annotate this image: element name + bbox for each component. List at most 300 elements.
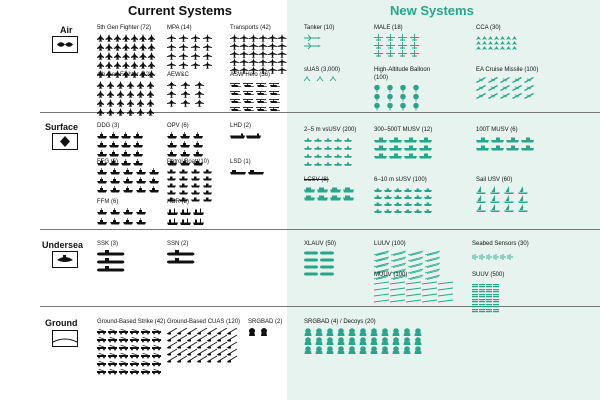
radar-decoy-icon bbox=[382, 337, 389, 345]
luuv-icon bbox=[408, 251, 423, 256]
patrol-boat-icon bbox=[179, 170, 188, 174]
radar-decoy-icon bbox=[360, 346, 367, 354]
luuv-icon bbox=[408, 257, 423, 262]
divider bbox=[40, 306, 600, 307]
radar-decoy-icon bbox=[360, 328, 367, 336]
destroyer-icon bbox=[97, 150, 107, 157]
vsusv-icon bbox=[344, 139, 352, 142]
patrol-aircraft-icon bbox=[179, 61, 188, 69]
launcher-vehicle-icon bbox=[152, 353, 161, 359]
launcher-vehicle-icon bbox=[130, 345, 139, 351]
system-icon-grid bbox=[97, 81, 159, 119]
patrol-boat-icon bbox=[167, 170, 176, 174]
lcsv-icon bbox=[304, 196, 315, 201]
transport-aircraft-icon bbox=[259, 50, 268, 58]
cca-drone-icon bbox=[506, 46, 511, 50]
radar-decoy-icon bbox=[349, 346, 356, 354]
system-icon-grid bbox=[472, 254, 516, 264]
fighter-jet-icon bbox=[106, 52, 113, 60]
musv-icon bbox=[374, 138, 387, 143]
helicopter-icon bbox=[243, 92, 254, 95]
surface-domain-icon bbox=[52, 133, 78, 150]
luuv-icon bbox=[391, 263, 406, 268]
frigate-icon bbox=[136, 177, 146, 184]
cuas-system-icon bbox=[217, 328, 227, 335]
system-cell bbox=[167, 158, 209, 166]
radar-decoy-icon bbox=[404, 328, 411, 336]
cca-drone-icon bbox=[488, 36, 493, 40]
system-cell bbox=[97, 240, 118, 248]
cca-drone-icon bbox=[476, 41, 481, 45]
patrol-aircraft-icon bbox=[203, 34, 212, 42]
susv-icon bbox=[414, 196, 422, 200]
system-label: 300–500T MUSV (12) bbox=[374, 127, 433, 133]
male-drone-icon bbox=[398, 42, 407, 49]
muuv-icon bbox=[390, 300, 405, 302]
lcsv-icon bbox=[330, 196, 341, 201]
system-icon-grid bbox=[476, 136, 538, 154]
domain-label-surface: Surface bbox=[45, 122, 79, 132]
system-label: XLAUV (50) bbox=[304, 241, 337, 247]
cca-drone-icon bbox=[500, 46, 505, 50]
aewc-aircraft-icon bbox=[195, 90, 204, 98]
sail-usv-icon bbox=[518, 195, 528, 203]
radar-decoy-icon bbox=[305, 328, 312, 336]
cuas-system-icon bbox=[187, 356, 197, 363]
cuas-system-icon bbox=[227, 356, 237, 363]
system-cell bbox=[304, 176, 329, 184]
system-icon-grid bbox=[374, 281, 456, 307]
cca-drone-icon bbox=[482, 36, 487, 40]
launcher-vehicle-icon bbox=[141, 369, 150, 375]
helicopter-icon bbox=[243, 100, 254, 103]
fighter-jet-icon bbox=[117, 81, 124, 89]
fighter-jet-icon bbox=[140, 43, 147, 51]
fighter-jet-icon bbox=[117, 99, 124, 107]
patrol-boat-icon bbox=[191, 198, 200, 202]
patrol-aircraft-icon bbox=[167, 43, 176, 51]
cuas-system-icon bbox=[227, 328, 237, 335]
suuv-icon bbox=[493, 289, 499, 292]
submarine-icon bbox=[167, 250, 195, 256]
lcsv-icon bbox=[317, 196, 328, 201]
muuv-icon bbox=[390, 288, 405, 290]
balloon-icon bbox=[400, 94, 406, 102]
transport-aircraft-icon bbox=[249, 34, 258, 42]
susv-icon bbox=[394, 210, 402, 214]
transport-aircraft-icon bbox=[278, 58, 287, 66]
transport-aircraft-icon bbox=[249, 42, 258, 50]
system-icon-grid bbox=[167, 250, 203, 268]
fighter-jet-icon bbox=[97, 99, 104, 107]
system-icon-grid bbox=[304, 34, 326, 52]
system-label: AEW&C bbox=[167, 72, 190, 78]
vsusv-icon bbox=[314, 147, 322, 150]
patrol-vessel-icon bbox=[167, 141, 177, 148]
xlauv-icon bbox=[304, 266, 318, 269]
susv-icon bbox=[424, 189, 432, 193]
cruise-missile-icon bbox=[488, 93, 498, 99]
susv-icon bbox=[384, 189, 392, 193]
radar-decoy-icon bbox=[371, 337, 378, 345]
transport-aircraft-icon bbox=[268, 50, 277, 58]
system-label: High-Altitude Balloon (100) bbox=[374, 67, 431, 81]
suuv-icon bbox=[486, 294, 492, 297]
system-icon-grid bbox=[374, 136, 436, 162]
balloon-icon bbox=[387, 85, 393, 93]
frigate-icon bbox=[110, 168, 120, 175]
submarine-icon bbox=[97, 266, 125, 272]
system-cell bbox=[374, 66, 444, 82]
cuas-system-icon bbox=[167, 356, 177, 363]
system-label: LHD (2) bbox=[230, 123, 252, 129]
aewc-aircraft-icon bbox=[167, 90, 176, 98]
fighter-jet-icon bbox=[137, 108, 144, 116]
cca-drone-icon bbox=[512, 36, 517, 40]
system-label: Patrol Boat (10) bbox=[167, 159, 210, 165]
system-label: sUAS (3,000) bbox=[304, 67, 341, 73]
radar-decoy-icon bbox=[349, 337, 356, 345]
muuv-icon bbox=[390, 294, 405, 296]
suuv-icon bbox=[486, 299, 492, 302]
fighter-jet-icon bbox=[114, 34, 121, 42]
fighter-jet-icon bbox=[114, 52, 121, 60]
fighter-jet-icon bbox=[97, 52, 104, 60]
musv-icon bbox=[419, 146, 432, 151]
radar-decoy-icon bbox=[327, 328, 334, 336]
transport-aircraft-icon bbox=[240, 50, 249, 58]
sail-usv-icon bbox=[518, 186, 528, 194]
xlauv-icon bbox=[320, 273, 334, 276]
fighter-jet-icon bbox=[106, 34, 113, 42]
destroyer-icon bbox=[133, 141, 143, 148]
fighter-jet-icon bbox=[106, 43, 113, 51]
muuv-icon bbox=[406, 300, 421, 302]
cca-drone-icon bbox=[512, 46, 517, 50]
transport-aircraft-icon bbox=[259, 42, 268, 50]
radar-decoy-icon bbox=[327, 337, 334, 345]
susv-icon bbox=[424, 196, 432, 200]
male-drone-icon bbox=[386, 50, 395, 57]
luuv-icon bbox=[408, 263, 423, 268]
frigate-icon bbox=[123, 177, 133, 184]
launcher-vehicle-icon bbox=[119, 329, 128, 335]
vsusv-icon bbox=[324, 155, 332, 158]
luuv-icon bbox=[425, 251, 440, 256]
lcsv-icon bbox=[343, 188, 354, 193]
fighter-jet-icon bbox=[107, 81, 114, 89]
patrol-boat-icon bbox=[203, 184, 212, 188]
launcher-vehicle-icon bbox=[130, 329, 139, 335]
launcher-vehicle-icon bbox=[119, 353, 128, 359]
susv-icon bbox=[414, 189, 422, 193]
patrol-vessel-icon bbox=[167, 132, 177, 139]
sail-usv-icon bbox=[504, 204, 514, 212]
patrol-boat-icon bbox=[191, 170, 200, 174]
helicopter-icon bbox=[269, 108, 280, 111]
fighter-jet-icon bbox=[131, 52, 138, 60]
system-cell bbox=[167, 122, 189, 130]
destroyer-icon bbox=[121, 132, 131, 139]
fighter-jet-icon bbox=[123, 34, 130, 42]
launcher-vehicle-icon bbox=[152, 329, 161, 335]
male-drone-icon bbox=[410, 42, 419, 49]
landing-ship-icon bbox=[248, 170, 264, 175]
patrol-vessel-icon bbox=[193, 132, 203, 139]
seabed-sensor-icon bbox=[508, 254, 512, 260]
destroyer-icon bbox=[109, 132, 119, 139]
transport-aircraft-icon bbox=[268, 34, 277, 42]
frigate-icon bbox=[123, 186, 133, 193]
patrol-boat-icon bbox=[203, 170, 212, 174]
system-label: LCSV (8) bbox=[304, 177, 329, 183]
cca-drone-icon bbox=[482, 46, 487, 50]
patrol-aircraft-icon bbox=[191, 43, 200, 51]
replenishment-ship-icon bbox=[180, 219, 191, 226]
system-cell bbox=[472, 240, 529, 248]
amphibious-ship-icon bbox=[246, 134, 261, 139]
suuv-icon bbox=[472, 309, 478, 312]
launcher-vehicle-icon bbox=[141, 353, 150, 359]
system-cell bbox=[167, 198, 189, 206]
radar-decoy-icon bbox=[338, 328, 345, 336]
system-icon-grid bbox=[97, 328, 165, 378]
patrol-aircraft-icon bbox=[203, 43, 212, 51]
sail-usv-icon bbox=[518, 204, 528, 212]
muuv-icon bbox=[406, 288, 421, 290]
balloon-icon bbox=[400, 103, 406, 111]
destroyer-icon bbox=[121, 141, 131, 148]
destroyer-icon bbox=[109, 150, 119, 157]
system-label: LUUV (100) bbox=[374, 241, 406, 247]
destroyer-icon bbox=[133, 132, 143, 139]
system-label: SUUV (500) bbox=[472, 272, 505, 278]
luuv-icon bbox=[391, 257, 406, 262]
vsusv-icon bbox=[344, 147, 352, 150]
vsusv-icon bbox=[334, 147, 342, 150]
susv-icon bbox=[414, 203, 422, 207]
destroyer-icon bbox=[133, 150, 143, 157]
cruise-missile-icon bbox=[476, 93, 486, 99]
system-cell bbox=[476, 126, 518, 134]
radar-decoy-icon bbox=[338, 346, 345, 354]
transport-aircraft-icon bbox=[230, 58, 239, 66]
patrol-boat-icon bbox=[179, 177, 188, 181]
system-icon-grid bbox=[304, 328, 427, 357]
system-cell bbox=[476, 66, 538, 74]
radar-decoy-icon bbox=[349, 328, 356, 336]
radar-decoy-icon bbox=[371, 328, 378, 336]
balloon-icon bbox=[374, 85, 380, 93]
susv-icon bbox=[384, 210, 392, 214]
musv-icon bbox=[521, 146, 534, 151]
cuas-system-icon bbox=[227, 335, 237, 342]
transport-aircraft-icon bbox=[249, 50, 258, 58]
helicopter-icon bbox=[269, 92, 280, 95]
system-cell bbox=[97, 71, 151, 79]
luuv-icon bbox=[425, 275, 440, 280]
cruise-missile-icon bbox=[488, 85, 498, 91]
aewc-aircraft-icon bbox=[167, 99, 176, 107]
transport-aircraft-icon bbox=[230, 34, 239, 42]
patrol-vessel-icon bbox=[180, 150, 190, 157]
seabed-sensor-icon bbox=[487, 254, 491, 260]
balloon-icon bbox=[374, 94, 380, 102]
vsusv-icon bbox=[334, 163, 342, 166]
system-label: 6–10 m sUSV (100) bbox=[374, 177, 427, 183]
launcher-vehicle-icon bbox=[97, 329, 106, 335]
radar-decoy-icon bbox=[404, 337, 411, 345]
tanker-aircraft-icon bbox=[304, 35, 321, 41]
luuv-icon bbox=[374, 257, 389, 262]
system-cell bbox=[167, 24, 192, 32]
sail-usv-icon bbox=[504, 195, 514, 203]
musv-icon bbox=[521, 138, 534, 143]
transport-aircraft-icon bbox=[240, 42, 249, 50]
cuas-system-icon bbox=[207, 349, 217, 356]
seabed-sensor-icon bbox=[480, 254, 484, 260]
seabed-sensor-icon bbox=[473, 254, 477, 260]
male-drone-icon bbox=[374, 42, 383, 49]
balloon-icon bbox=[387, 94, 393, 102]
cuas-system-icon bbox=[187, 328, 197, 335]
patrol-aircraft-icon bbox=[179, 43, 188, 51]
cuas-system-icon bbox=[217, 342, 227, 349]
launcher-vehicle-icon bbox=[152, 369, 161, 375]
muuv-icon bbox=[438, 288, 453, 290]
patrol-boat-icon bbox=[167, 177, 176, 181]
vsusv-icon bbox=[334, 139, 342, 142]
cuas-system-icon bbox=[167, 349, 177, 356]
muuv-icon bbox=[422, 288, 437, 290]
xlauv-icon bbox=[320, 252, 334, 255]
susv-icon bbox=[394, 203, 402, 207]
cruise-missile-icon bbox=[500, 85, 510, 91]
cruise-missile-icon bbox=[500, 93, 510, 99]
launcher-vehicle-icon bbox=[97, 353, 106, 359]
frigate-icon bbox=[123, 168, 133, 175]
susv-icon bbox=[404, 196, 412, 200]
muuv-icon bbox=[374, 288, 389, 290]
frigate-icon bbox=[110, 218, 120, 225]
frigate-icon bbox=[97, 208, 107, 215]
system-icon-grid bbox=[304, 136, 356, 170]
system-label: LSD (1) bbox=[230, 159, 251, 165]
fighter-jet-icon bbox=[107, 108, 114, 116]
balloon-icon bbox=[400, 85, 406, 93]
fighter-jet-icon bbox=[148, 61, 155, 69]
submarine-icon bbox=[97, 258, 125, 264]
patrol-boat-icon bbox=[203, 191, 212, 195]
frigate-icon bbox=[136, 186, 146, 193]
muuv-icon bbox=[374, 294, 389, 296]
radar-decoy-icon bbox=[316, 337, 323, 345]
system-label: Seabed Sensors (30) bbox=[472, 241, 529, 247]
cruise-missile-icon bbox=[512, 93, 522, 99]
launcher-vehicle-icon bbox=[108, 361, 117, 367]
luuv-icon bbox=[425, 269, 440, 274]
susv-icon bbox=[374, 203, 382, 207]
system-icon-grid bbox=[97, 208, 151, 230]
helicopter-icon bbox=[230, 84, 241, 87]
radar-decoy-icon bbox=[305, 337, 312, 345]
radar-decoy-icon bbox=[327, 346, 334, 354]
launcher-vehicle-icon bbox=[152, 337, 161, 343]
system-cell bbox=[230, 71, 270, 79]
fighter-jet-icon bbox=[131, 43, 138, 51]
system-icon-grid bbox=[476, 76, 538, 102]
launcher-vehicle-icon bbox=[130, 353, 139, 359]
transport-aircraft-icon bbox=[278, 66, 287, 74]
helicopter-icon bbox=[243, 108, 254, 111]
system-icon-grid bbox=[476, 186, 534, 215]
system-icon-grid bbox=[304, 76, 345, 86]
patrol-aircraft-icon bbox=[203, 52, 212, 60]
patrol-boat-icon bbox=[203, 198, 212, 202]
muuv-icon bbox=[422, 300, 437, 302]
muuv-icon bbox=[438, 300, 453, 302]
musv-icon bbox=[389, 146, 402, 151]
small-uas-icon bbox=[330, 76, 336, 81]
system-cell bbox=[304, 318, 376, 326]
domain-label-air: Air bbox=[60, 25, 73, 35]
launcher-vehicle-icon bbox=[141, 329, 150, 335]
fighter-jet-icon bbox=[117, 90, 124, 98]
suuv-icon bbox=[493, 304, 499, 307]
susv-icon bbox=[384, 203, 392, 207]
cca-drone-icon bbox=[482, 41, 487, 45]
system-label: AOR (2) bbox=[167, 199, 190, 205]
launcher-vehicle-icon bbox=[130, 361, 139, 367]
launcher-vehicle-icon bbox=[97, 361, 106, 367]
system-cell bbox=[97, 24, 151, 32]
vsusv-icon bbox=[304, 147, 312, 150]
seabed-sensor-icon bbox=[501, 254, 505, 260]
muuv-icon bbox=[422, 282, 437, 284]
small-uas-icon bbox=[304, 76, 310, 81]
balloon-icon bbox=[413, 94, 419, 102]
luuv-icon bbox=[408, 269, 423, 274]
fighter-jet-icon bbox=[148, 52, 155, 60]
patrol-aircraft-icon bbox=[167, 61, 176, 69]
transport-aircraft-icon bbox=[278, 50, 287, 58]
fighter-jet-icon bbox=[97, 108, 104, 116]
cuas-system-icon bbox=[177, 349, 187, 356]
patrol-boat-icon bbox=[179, 191, 188, 195]
launcher-vehicle-icon bbox=[108, 337, 117, 343]
cuas-system-icon bbox=[177, 335, 187, 342]
cuas-system-icon bbox=[207, 335, 217, 342]
cuas-system-icon bbox=[217, 356, 227, 363]
system-icon-grid bbox=[304, 250, 338, 280]
cca-drone-icon bbox=[476, 46, 481, 50]
aewc-aircraft-icon bbox=[195, 81, 204, 89]
fighter-jet-icon bbox=[97, 90, 104, 98]
system-icon-grid bbox=[230, 34, 289, 76]
destroyer-icon bbox=[133, 159, 143, 166]
helicopter-icon bbox=[243, 84, 254, 87]
amphibious-ship-icon bbox=[230, 134, 245, 139]
replenishment-ship-icon bbox=[167, 209, 178, 216]
luuv-icon bbox=[425, 263, 440, 268]
system-cell bbox=[230, 158, 251, 166]
frigate-icon bbox=[136, 218, 146, 225]
radar-decoy-icon bbox=[393, 328, 400, 336]
patrol-aircraft-icon bbox=[203, 61, 212, 69]
fighter-jet-icon bbox=[127, 108, 134, 116]
suuv-icon bbox=[486, 309, 492, 312]
cca-drone-icon bbox=[506, 36, 511, 40]
